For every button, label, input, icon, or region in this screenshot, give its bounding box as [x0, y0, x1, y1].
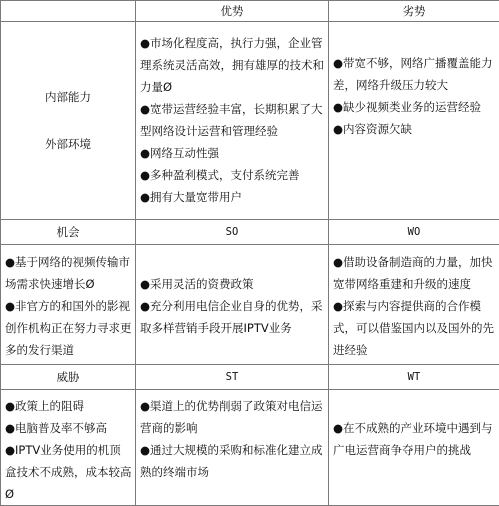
- st-cell: [136, 390, 329, 506]
- wo-item: ●探索与内容提供商的合作模式，可以借鉴国内以及国外的先进经验: [333, 295, 496, 361]
- threat-item: ●电脑普及率不够高: [5, 417, 132, 439]
- opportunities-header-row: [1, 220, 499, 245]
- header-row: [1, 1, 499, 22]
- strengths-header: 优势: [136, 1, 329, 22]
- so-cell: [136, 245, 329, 365]
- threat-item: ●IPTV业务使用的机顶盒技术不成熟，成本较高Ø: [5, 439, 132, 505]
- wt-cell: [329, 390, 499, 506]
- weakness-item: ●缺少视频类业务的运营经验: [333, 96, 496, 118]
- wt-item: ●在不成熟的产业环境中遇到与广电运营商争夺用户的挑战: [333, 417, 496, 461]
- strength-item: ●市场化程度高，执行力强，企业管理系统灵活高效，拥有雄厚的技术和力量Ø: [140, 32, 325, 98]
- opportunities-row: [1, 245, 499, 365]
- st-label: ST: [136, 365, 329, 390]
- wo-item: ●借助设备制造商的力量，加快宽带网络重建和升级的速度: [333, 251, 496, 295]
- strength-item: ●宽带运营经验丰富，长期积累了大型网络设计运营和管理经验: [140, 98, 325, 142]
- opportunities-cell: [1, 245, 136, 365]
- threat-item: ●政策上的阻碍: [5, 395, 132, 417]
- st-item: ●通过大规模的采购和标准化建立成熟的终端市场: [140, 439, 325, 483]
- opportunity-item: ●基于网络的视频传输市场需求快速增长Ø: [5, 251, 132, 295]
- opportunity-item: ●非官方的和国外的影视创作机构正在努力寻求更多的发行渠道: [5, 295, 132, 361]
- so-label: SO: [136, 220, 329, 245]
- internal-external-label-cell: [1, 22, 136, 220]
- so-item: ●充分利用电信企业自身的优势，采取多样营销手段开展IPTV业务: [140, 295, 325, 339]
- internal-row: [1, 22, 499, 220]
- wo-label: WO: [329, 220, 499, 245]
- threats-cell: [1, 390, 136, 506]
- strength-item: ●拥有大量宽带用户: [140, 186, 325, 208]
- weaknesses-header: 劣势: [329, 1, 499, 22]
- so-item: ●采用灵活的资费政策: [140, 273, 325, 295]
- weaknesses-cell: [329, 22, 499, 220]
- wt-label: WT: [329, 365, 499, 390]
- strength-item: ●多种盈利模式，支付系统完善: [140, 164, 325, 186]
- corner-cell: [1, 1, 136, 22]
- st-item: ●渠道上的优势削弱了政策对电信运营商的影响: [140, 395, 325, 439]
- threats-row: [1, 390, 499, 506]
- threats-label: 威胁: [1, 365, 136, 390]
- external-label: 外部环境: [1, 121, 135, 168]
- strength-item: ●网络互动性强: [140, 142, 325, 164]
- strengths-cell: [136, 22, 329, 220]
- wo-cell: [329, 245, 499, 365]
- weakness-item: ●带宽不够，网络广播覆盖能力差，网络升级压力较大: [333, 52, 496, 96]
- weakness-item: ●内容资源欠缺: [333, 118, 496, 140]
- threats-header-row: [1, 365, 499, 390]
- opportunities-label: 机会: [1, 220, 136, 245]
- internal-label: 内部能力: [1, 74, 135, 121]
